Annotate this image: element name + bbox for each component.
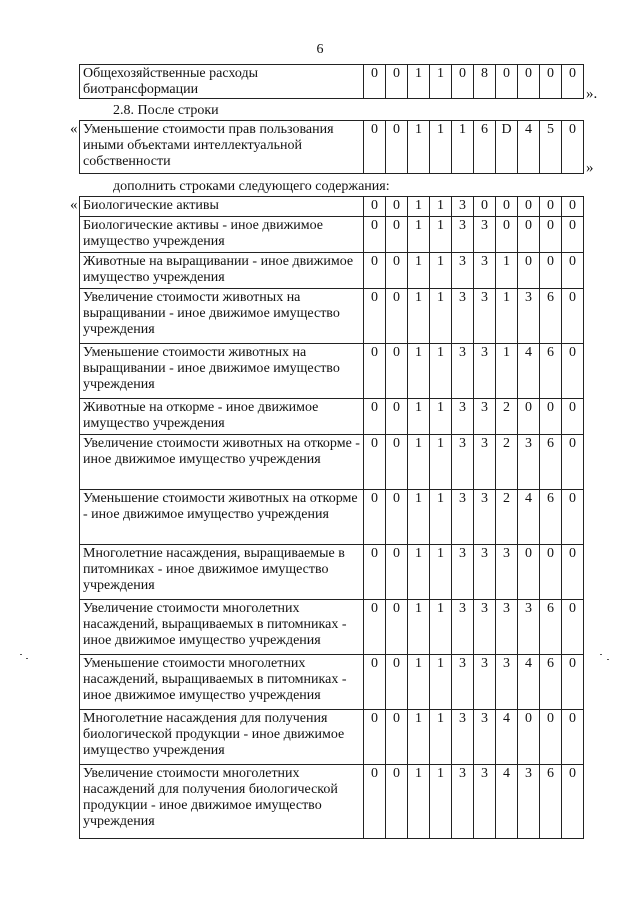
- account-name-cell: Биологические активы - иное движимое имущество учреждения: [80, 217, 364, 253]
- code-digit-cell: 0: [364, 121, 386, 174]
- table-row: [80, 217, 584, 253]
- supplement-text: дополнить строками следующего содержания:: [113, 179, 390, 194]
- code-digit-cell: 0: [386, 655, 408, 710]
- code-digit-cell: 3: [452, 490, 474, 545]
- account-name-cell: Увеличение стоимости многолетних насаждений для получения биологической продукции - иное движимое имущество учреждения: [80, 765, 364, 839]
- code-digit-cell: 3: [474, 710, 496, 765]
- code-digit-cell: 2: [496, 399, 518, 435]
- code-digit-cell: 3: [474, 490, 496, 545]
- code-digit-cell: 0: [562, 655, 584, 710]
- code-digit-cell: 3: [474, 600, 496, 655]
- code-digit-cell: 1: [408, 399, 430, 435]
- code-digit-cell: 0: [518, 217, 540, 253]
- code-digit-cell: 3: [518, 289, 540, 344]
- code-digit-cell: 1: [452, 121, 474, 174]
- code-digit-cell: 3: [474, 545, 496, 600]
- code-digit-cell: 6: [540, 655, 562, 710]
- code-digit-cell: 1: [430, 197, 452, 217]
- account-name-cell: Животные на откорме - иное движимое имущество учреждения: [80, 399, 364, 435]
- code-digit-cell: 0: [386, 765, 408, 839]
- code-digit-cell: 3: [452, 710, 474, 765]
- code-digit-cell: 3: [518, 765, 540, 839]
- account-name-cell: Уменьшение стоимости животных на выращивании - иное движимое имущество учреждения: [80, 344, 364, 399]
- code-digit-cell: 3: [496, 545, 518, 600]
- code-digit-cell: 0: [496, 197, 518, 217]
- code-digit-cell: 2: [496, 490, 518, 545]
- code-digit-cell: 0: [518, 65, 540, 99]
- code-digit-cell: 6: [540, 765, 562, 839]
- code-digit-cell: 1: [408, 253, 430, 289]
- code-digit-cell: 0: [518, 253, 540, 289]
- account-name-cell: Животные на выращивании - иное движимое имущество учреждения: [80, 253, 364, 289]
- code-digit-cell: 0: [562, 399, 584, 435]
- code-digit-cell: 0: [562, 65, 584, 99]
- code-digit-cell: 3: [518, 600, 540, 655]
- code-digit-cell: 0: [386, 65, 408, 99]
- code-digit-cell: 3: [452, 217, 474, 253]
- code-digit-cell: 6: [540, 289, 562, 344]
- account-table-2: [79, 120, 584, 174]
- code-digit-cell: 6: [474, 121, 496, 174]
- code-digit-cell: 1: [408, 655, 430, 710]
- code-digit-cell: 0: [452, 65, 474, 99]
- scan-speck: [20, 654, 22, 655]
- code-digit-cell: 3: [452, 289, 474, 344]
- code-digit-cell: 0: [562, 289, 584, 344]
- code-digit-cell: 0: [540, 545, 562, 600]
- code-digit-cell: 1: [430, 344, 452, 399]
- code-digit-cell: 1: [430, 710, 452, 765]
- code-digit-cell: 0: [496, 65, 518, 99]
- code-digit-cell: 0: [540, 253, 562, 289]
- code-digit-cell: 8: [474, 65, 496, 99]
- code-digit-cell: 0: [364, 197, 386, 217]
- account-name-cell: Увеличение стоимости животных на выращивании - иное движимое имущество учреждения: [80, 289, 364, 344]
- code-digit-cell: 0: [364, 399, 386, 435]
- code-digit-cell: 3: [452, 600, 474, 655]
- code-digit-cell: 3: [452, 253, 474, 289]
- code-digit-cell: 0: [386, 600, 408, 655]
- account-name-cell: Уменьшение стоимости многолетних насаждений, выращиваемых в питомниках - иное движимое имущество учреждения: [80, 655, 364, 710]
- closing-quote-1: ».: [586, 86, 598, 102]
- code-digit-cell: 1: [430, 655, 452, 710]
- code-digit-cell: 1: [408, 289, 430, 344]
- code-digit-cell: 1: [408, 435, 430, 490]
- code-digit-cell: 3: [496, 655, 518, 710]
- code-digit-cell: 0: [562, 490, 584, 545]
- table-row: [80, 121, 584, 174]
- code-digit-cell: 4: [496, 710, 518, 765]
- table-row: [80, 65, 584, 99]
- code-digit-cell: 0: [386, 399, 408, 435]
- code-digit-cell: 0: [364, 655, 386, 710]
- code-digit-cell: 0: [562, 545, 584, 600]
- code-digit-cell: 0: [540, 65, 562, 99]
- code-digit-cell: 0: [540, 197, 562, 217]
- code-digit-cell: 3: [452, 545, 474, 600]
- code-digit-cell: 1: [430, 253, 452, 289]
- table-row: [80, 545, 584, 600]
- table-row: [80, 435, 584, 490]
- code-digit-cell: 1: [408, 600, 430, 655]
- account-name-cell: Многолетние насаждения для получения биологической продукции - иное движимое имущество учреждения: [80, 710, 364, 765]
- code-digit-cell: 4: [518, 655, 540, 710]
- code-digit-cell: 4: [518, 121, 540, 174]
- account-table-1: [79, 64, 584, 99]
- code-digit-cell: 0: [364, 217, 386, 253]
- code-digit-cell: 3: [452, 435, 474, 490]
- code-digit-cell: 0: [364, 65, 386, 99]
- opening-quote-2: «: [70, 121, 78, 137]
- code-digit-cell: 1: [496, 253, 518, 289]
- code-digit-cell: 5: [540, 121, 562, 174]
- code-digit-cell: 1: [408, 765, 430, 839]
- code-digit-cell: 3: [452, 655, 474, 710]
- code-digit-cell: 1: [430, 289, 452, 344]
- code-digit-cell: 0: [386, 217, 408, 253]
- code-digit-cell: 0: [562, 344, 584, 399]
- code-digit-cell: 6: [540, 344, 562, 399]
- code-digit-cell: 0: [386, 545, 408, 600]
- opening-quote-3: «: [70, 197, 78, 213]
- code-digit-cell: 4: [518, 344, 540, 399]
- code-digit-cell: 2: [496, 435, 518, 490]
- table-row: [80, 399, 584, 435]
- code-digit-cell: 3: [474, 217, 496, 253]
- code-digit-cell: 1: [430, 765, 452, 839]
- code-digit-cell: 0: [386, 344, 408, 399]
- code-digit-cell: 0: [562, 435, 584, 490]
- code-digit-cell: 0: [386, 289, 408, 344]
- table-row: [80, 253, 584, 289]
- account-name-cell: Биологические активы: [80, 197, 364, 217]
- code-digit-cell: 3: [452, 197, 474, 217]
- code-digit-cell: 0: [496, 217, 518, 253]
- code-digit-cell: 4: [518, 490, 540, 545]
- code-digit-cell: 6: [540, 490, 562, 545]
- table-row: [80, 344, 584, 399]
- code-digit-cell: 0: [562, 121, 584, 174]
- code-digit-cell: 0: [518, 197, 540, 217]
- code-digit-cell: 3: [496, 600, 518, 655]
- code-digit-cell: 3: [474, 344, 496, 399]
- code-digit-cell: 0: [518, 399, 540, 435]
- code-digit-cell: 1: [408, 710, 430, 765]
- code-digit-cell: 1: [430, 65, 452, 99]
- code-digit-cell: 0: [386, 435, 408, 490]
- scan-speck: [600, 654, 602, 655]
- code-digit-cell: 0: [364, 344, 386, 399]
- code-digit-cell: 0: [386, 197, 408, 217]
- account-name-cell: Уменьшение стоимости животных на откорме - иное движимое имущество учреждения: [80, 490, 364, 545]
- code-digit-cell: 0: [474, 197, 496, 217]
- code-digit-cell: 0: [562, 710, 584, 765]
- account-table-3: [79, 196, 584, 839]
- code-digit-cell: 1: [496, 289, 518, 344]
- code-digit-cell: 0: [562, 600, 584, 655]
- code-digit-cell: 1: [430, 545, 452, 600]
- code-digit-cell: 1: [408, 217, 430, 253]
- account-name-cell: Увеличение стоимости животных на откорме - иное движимое имущество учреждения: [80, 435, 364, 490]
- code-digit-cell: 3: [474, 289, 496, 344]
- code-digit-cell: 0: [364, 765, 386, 839]
- closing-quote-2: »: [586, 160, 594, 176]
- scan-speck: [607, 659, 609, 660]
- code-digit-cell: 6: [540, 600, 562, 655]
- code-digit-cell: 0: [386, 253, 408, 289]
- table-row: [80, 655, 584, 710]
- code-digit-cell: 0: [562, 217, 584, 253]
- account-name-cell: Общехозяйственные расходы биотрансформации: [80, 65, 364, 99]
- code-digit-cell: 0: [518, 545, 540, 600]
- code-digit-cell: 6: [540, 435, 562, 490]
- code-digit-cell: 0: [364, 289, 386, 344]
- code-digit-cell: 3: [474, 655, 496, 710]
- code-digit-cell: 0: [562, 253, 584, 289]
- code-digit-cell: 0: [364, 600, 386, 655]
- code-digit-cell: 0: [562, 765, 584, 839]
- code-digit-cell: 3: [474, 253, 496, 289]
- code-digit-cell: 0: [364, 435, 386, 490]
- code-digit-cell: 0: [518, 710, 540, 765]
- code-digit-cell: 3: [452, 765, 474, 839]
- code-digit-cell: 1: [430, 490, 452, 545]
- code-digit-cell: 1: [430, 399, 452, 435]
- section-heading: 2.8. После строки: [113, 103, 219, 118]
- code-digit-cell: 0: [386, 710, 408, 765]
- code-digit-cell: D: [496, 121, 518, 174]
- code-digit-cell: 1: [496, 344, 518, 399]
- code-digit-cell: 1: [408, 65, 430, 99]
- code-digit-cell: 1: [430, 121, 452, 174]
- account-name-cell: Многолетние насаждения, выращиваемые в питомниках - иное движимое имущество учреждения: [80, 545, 364, 600]
- code-digit-cell: 0: [562, 197, 584, 217]
- table-row: [80, 600, 584, 655]
- account-name-cell: Увеличение стоимости многолетних насаждений, выращиваемых в питомниках - иное движимое имущество учреждения: [80, 600, 364, 655]
- code-digit-cell: 1: [430, 600, 452, 655]
- code-digit-cell: 1: [408, 197, 430, 217]
- code-digit-cell: 0: [364, 710, 386, 765]
- page-number: 6: [316, 42, 324, 57]
- code-digit-cell: 1: [430, 217, 452, 253]
- code-digit-cell: 3: [474, 435, 496, 490]
- code-digit-cell: 3: [518, 435, 540, 490]
- code-digit-cell: 3: [474, 399, 496, 435]
- code-digit-cell: 1: [408, 490, 430, 545]
- code-digit-cell: 1: [408, 545, 430, 600]
- code-digit-cell: 0: [364, 490, 386, 545]
- code-digit-cell: 4: [496, 765, 518, 839]
- code-digit-cell: 0: [540, 710, 562, 765]
- code-digit-cell: 0: [364, 545, 386, 600]
- code-digit-cell: 1: [430, 435, 452, 490]
- code-digit-cell: 1: [408, 344, 430, 399]
- code-digit-cell: 0: [364, 253, 386, 289]
- account-name-cell: Уменьшение стоимости прав пользования иными объектами интеллектуальной собственности: [80, 121, 364, 174]
- table-row: [80, 490, 584, 545]
- code-digit-cell: 0: [540, 399, 562, 435]
- table-row: [80, 710, 584, 765]
- code-digit-cell: 0: [386, 121, 408, 174]
- scan-speck: [26, 658, 28, 659]
- code-digit-cell: 1: [408, 121, 430, 174]
- table-row: [80, 765, 584, 839]
- table-row: [80, 197, 584, 217]
- table-row: [80, 289, 584, 344]
- code-digit-cell: 3: [474, 765, 496, 839]
- code-digit-cell: 3: [452, 344, 474, 399]
- code-digit-cell: 0: [540, 217, 562, 253]
- code-digit-cell: 3: [452, 399, 474, 435]
- code-digit-cell: 0: [386, 490, 408, 545]
